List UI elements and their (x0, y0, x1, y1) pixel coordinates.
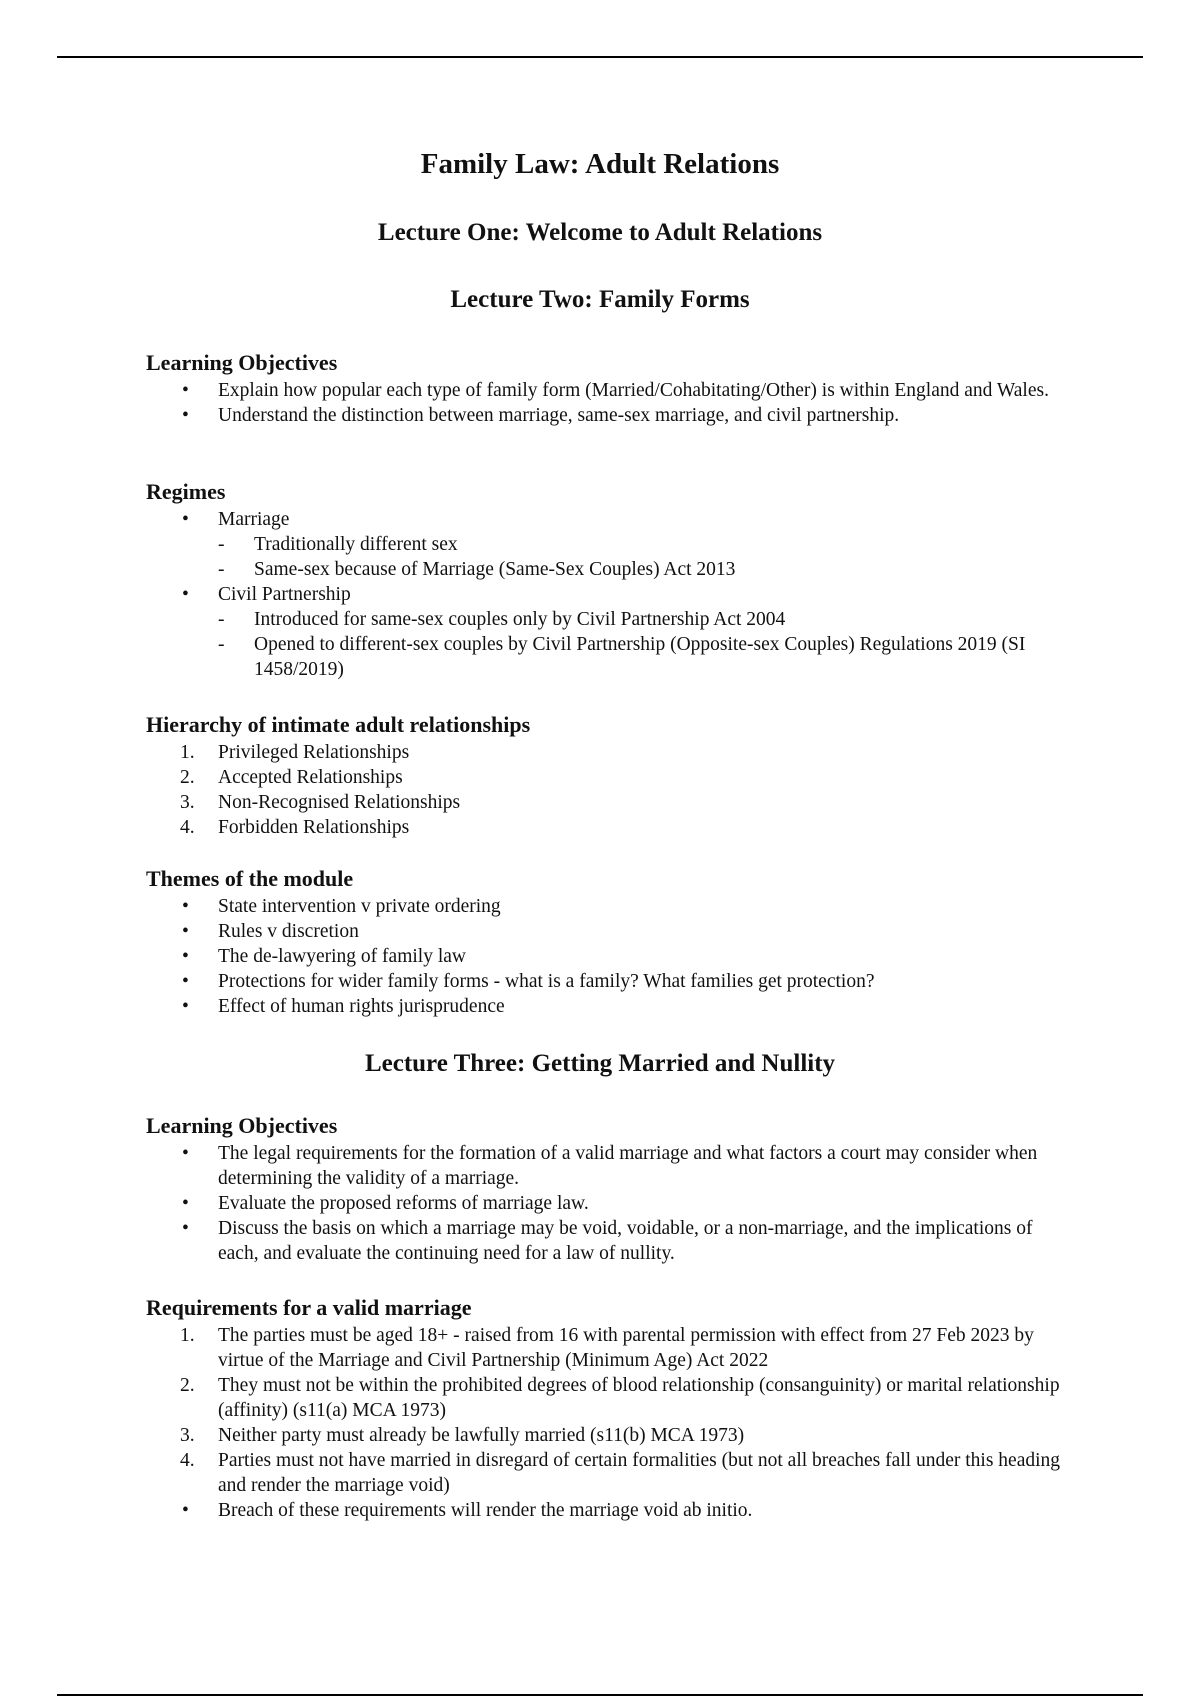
item-text: Discuss the basis on which a marriage may be void, voidable, or a non-marriage, and the implications of each, and evaluate the continuing need for a law of nullity. (218, 1218, 1033, 1264)
bullet-marker: • (182, 1143, 189, 1164)
item-text: Rules v discretion (218, 921, 359, 942)
section-heading: Hierarchy of intimate adult relationships (146, 712, 531, 737)
list-item (146, 765, 1066, 790)
section-heading: Learning Objectives (146, 350, 338, 375)
item-text: Same-sex because of Marriage (Same-Sex Couples) Act 2013 (254, 559, 736, 580)
list-item (146, 969, 1066, 994)
l2-hierarchy (146, 712, 1066, 840)
list-item (146, 378, 1066, 403)
number-marker: 1. (180, 742, 195, 763)
number-marker: 1. (180, 1325, 195, 1346)
list-item (146, 894, 1066, 919)
bullet-marker: • (182, 584, 189, 605)
list-item (146, 403, 1066, 428)
bullet-marker: • (182, 1500, 189, 1521)
lecture-three-heading: Lecture Three: Getting Married and Nullity (364, 1050, 836, 1077)
item-text: The de-lawyering of family law (218, 946, 466, 967)
list-item (146, 1423, 1066, 1448)
item-text: Marriage (218, 509, 290, 530)
bullet-marker: • (182, 1193, 189, 1214)
section-heading: Learning Objectives (146, 1113, 338, 1138)
item-text: Forbidden Relationships (218, 817, 410, 838)
item-text: Protections for wider family forms - what is a family? What families get protection? (218, 971, 875, 992)
l2-regimes (146, 479, 1066, 682)
item-text: Explain how popular each type of family form (Married/Cohabitating/Other) is within England and Wales. (218, 380, 1049, 401)
item-text: The parties must be aged 18+ - raised from 16 with parental permission with effect from 27 Feb 2023 by virtue of the Marriage and Civil Partnership (Minimum Age) Act 2022 (218, 1325, 1034, 1371)
item-text: Effect of human rights jurisprudence (218, 996, 505, 1017)
dash-marker: - (218, 559, 225, 580)
number-marker: 3. (180, 792, 195, 813)
section-heading: Regimes (146, 479, 226, 504)
item-text: Non-Recognised Relationships (218, 792, 461, 813)
list-item (146, 507, 1066, 532)
sub-list-item (146, 632, 1066, 682)
list-item (146, 1498, 1066, 1523)
item-text: State intervention v private ordering (218, 896, 501, 917)
bullet-marker: • (182, 921, 189, 942)
bullet-marker: • (182, 509, 189, 530)
bullet-marker: • (182, 405, 189, 426)
bullet-marker: • (182, 1218, 189, 1239)
bullet-marker: • (182, 896, 189, 917)
list-item (146, 944, 1066, 969)
number-marker: 3. (180, 1425, 195, 1446)
lecture-two-heading: Lecture Two: Family Forms (450, 286, 750, 313)
item-text: Neither party must already be lawfully married (s11(b) MCA 1973) (218, 1425, 745, 1446)
number-marker: 4. (180, 817, 195, 838)
bullet-marker: • (182, 996, 189, 1017)
number-marker: 2. (180, 1375, 195, 1396)
l2-learning-objectives (146, 350, 1066, 428)
l2-themes (146, 866, 1066, 1019)
sub-list-item (146, 607, 1066, 632)
bottom-rule (57, 1694, 1143, 1696)
list-item (146, 582, 1066, 607)
list-item (146, 740, 1066, 765)
l3-requirements (146, 1295, 1066, 1523)
list-item (146, 1216, 1066, 1266)
item-text: They must not be within the prohibited degrees of blood relationship (consanguinity) or marital relationship (affinity) (s11(a) MCA 1973) (218, 1375, 1060, 1421)
list-item (146, 815, 1066, 840)
number-marker: 4. (180, 1450, 195, 1471)
sub-list-item (146, 557, 1066, 582)
item-text: Breach of these requirements will render the marriage void ab initio. (218, 1500, 753, 1521)
list-item (146, 1323, 1066, 1373)
item-text: Traditionally different sex (254, 534, 458, 555)
item-text: Introduced for same-sex couples only by Civil Partnership Act 2004 (254, 609, 786, 630)
item-text: Privileged Relationships (218, 742, 410, 763)
item-text: Accepted Relationships (218, 767, 403, 788)
document-title: Family Law: Adult Relations (420, 148, 780, 180)
number-marker: 2. (180, 767, 195, 788)
dash-marker: - (218, 534, 225, 555)
list-item (146, 790, 1066, 815)
section-heading: Themes of the module (146, 866, 354, 891)
list-item (146, 1448, 1066, 1498)
list-item (146, 919, 1066, 944)
item-text: Understand the distinction between marriage, same-sex marriage, and civil partnership. (218, 405, 900, 426)
list-item (146, 1191, 1066, 1216)
item-text: The legal requirements for the formation of a valid marriage and what factors a court may consider when determining the validity of a marriage. (218, 1143, 1038, 1189)
bullet-marker: • (182, 971, 189, 992)
section-heading: Requirements for a valid marriage (146, 1295, 472, 1320)
sub-list-item (146, 532, 1066, 557)
dash-marker: - (218, 609, 225, 630)
lecture-one-heading: Lecture One: Welcome to Adult Relations (377, 219, 823, 246)
top-rule (57, 56, 1143, 58)
l3-learning-objectives (146, 1113, 1066, 1266)
list-item (146, 1141, 1066, 1191)
item-text: Evaluate the proposed reforms of marriage law. (218, 1193, 589, 1214)
item-text: Parties must not have married in disregard of certain formalities (but not all breaches fall under this heading and render the marriage void) (218, 1450, 1061, 1496)
item-text: Opened to different-sex couples by Civil Partnership (Opposite-sex Couples) Regulations 2019 (SI 1458/2019) (254, 634, 1026, 680)
list-item (146, 994, 1066, 1019)
item-text: Civil Partnership (218, 584, 351, 605)
bullet-marker: • (182, 946, 189, 967)
list-item (146, 1373, 1066, 1423)
dash-marker: - (218, 634, 225, 655)
bullet-marker: • (182, 380, 189, 401)
